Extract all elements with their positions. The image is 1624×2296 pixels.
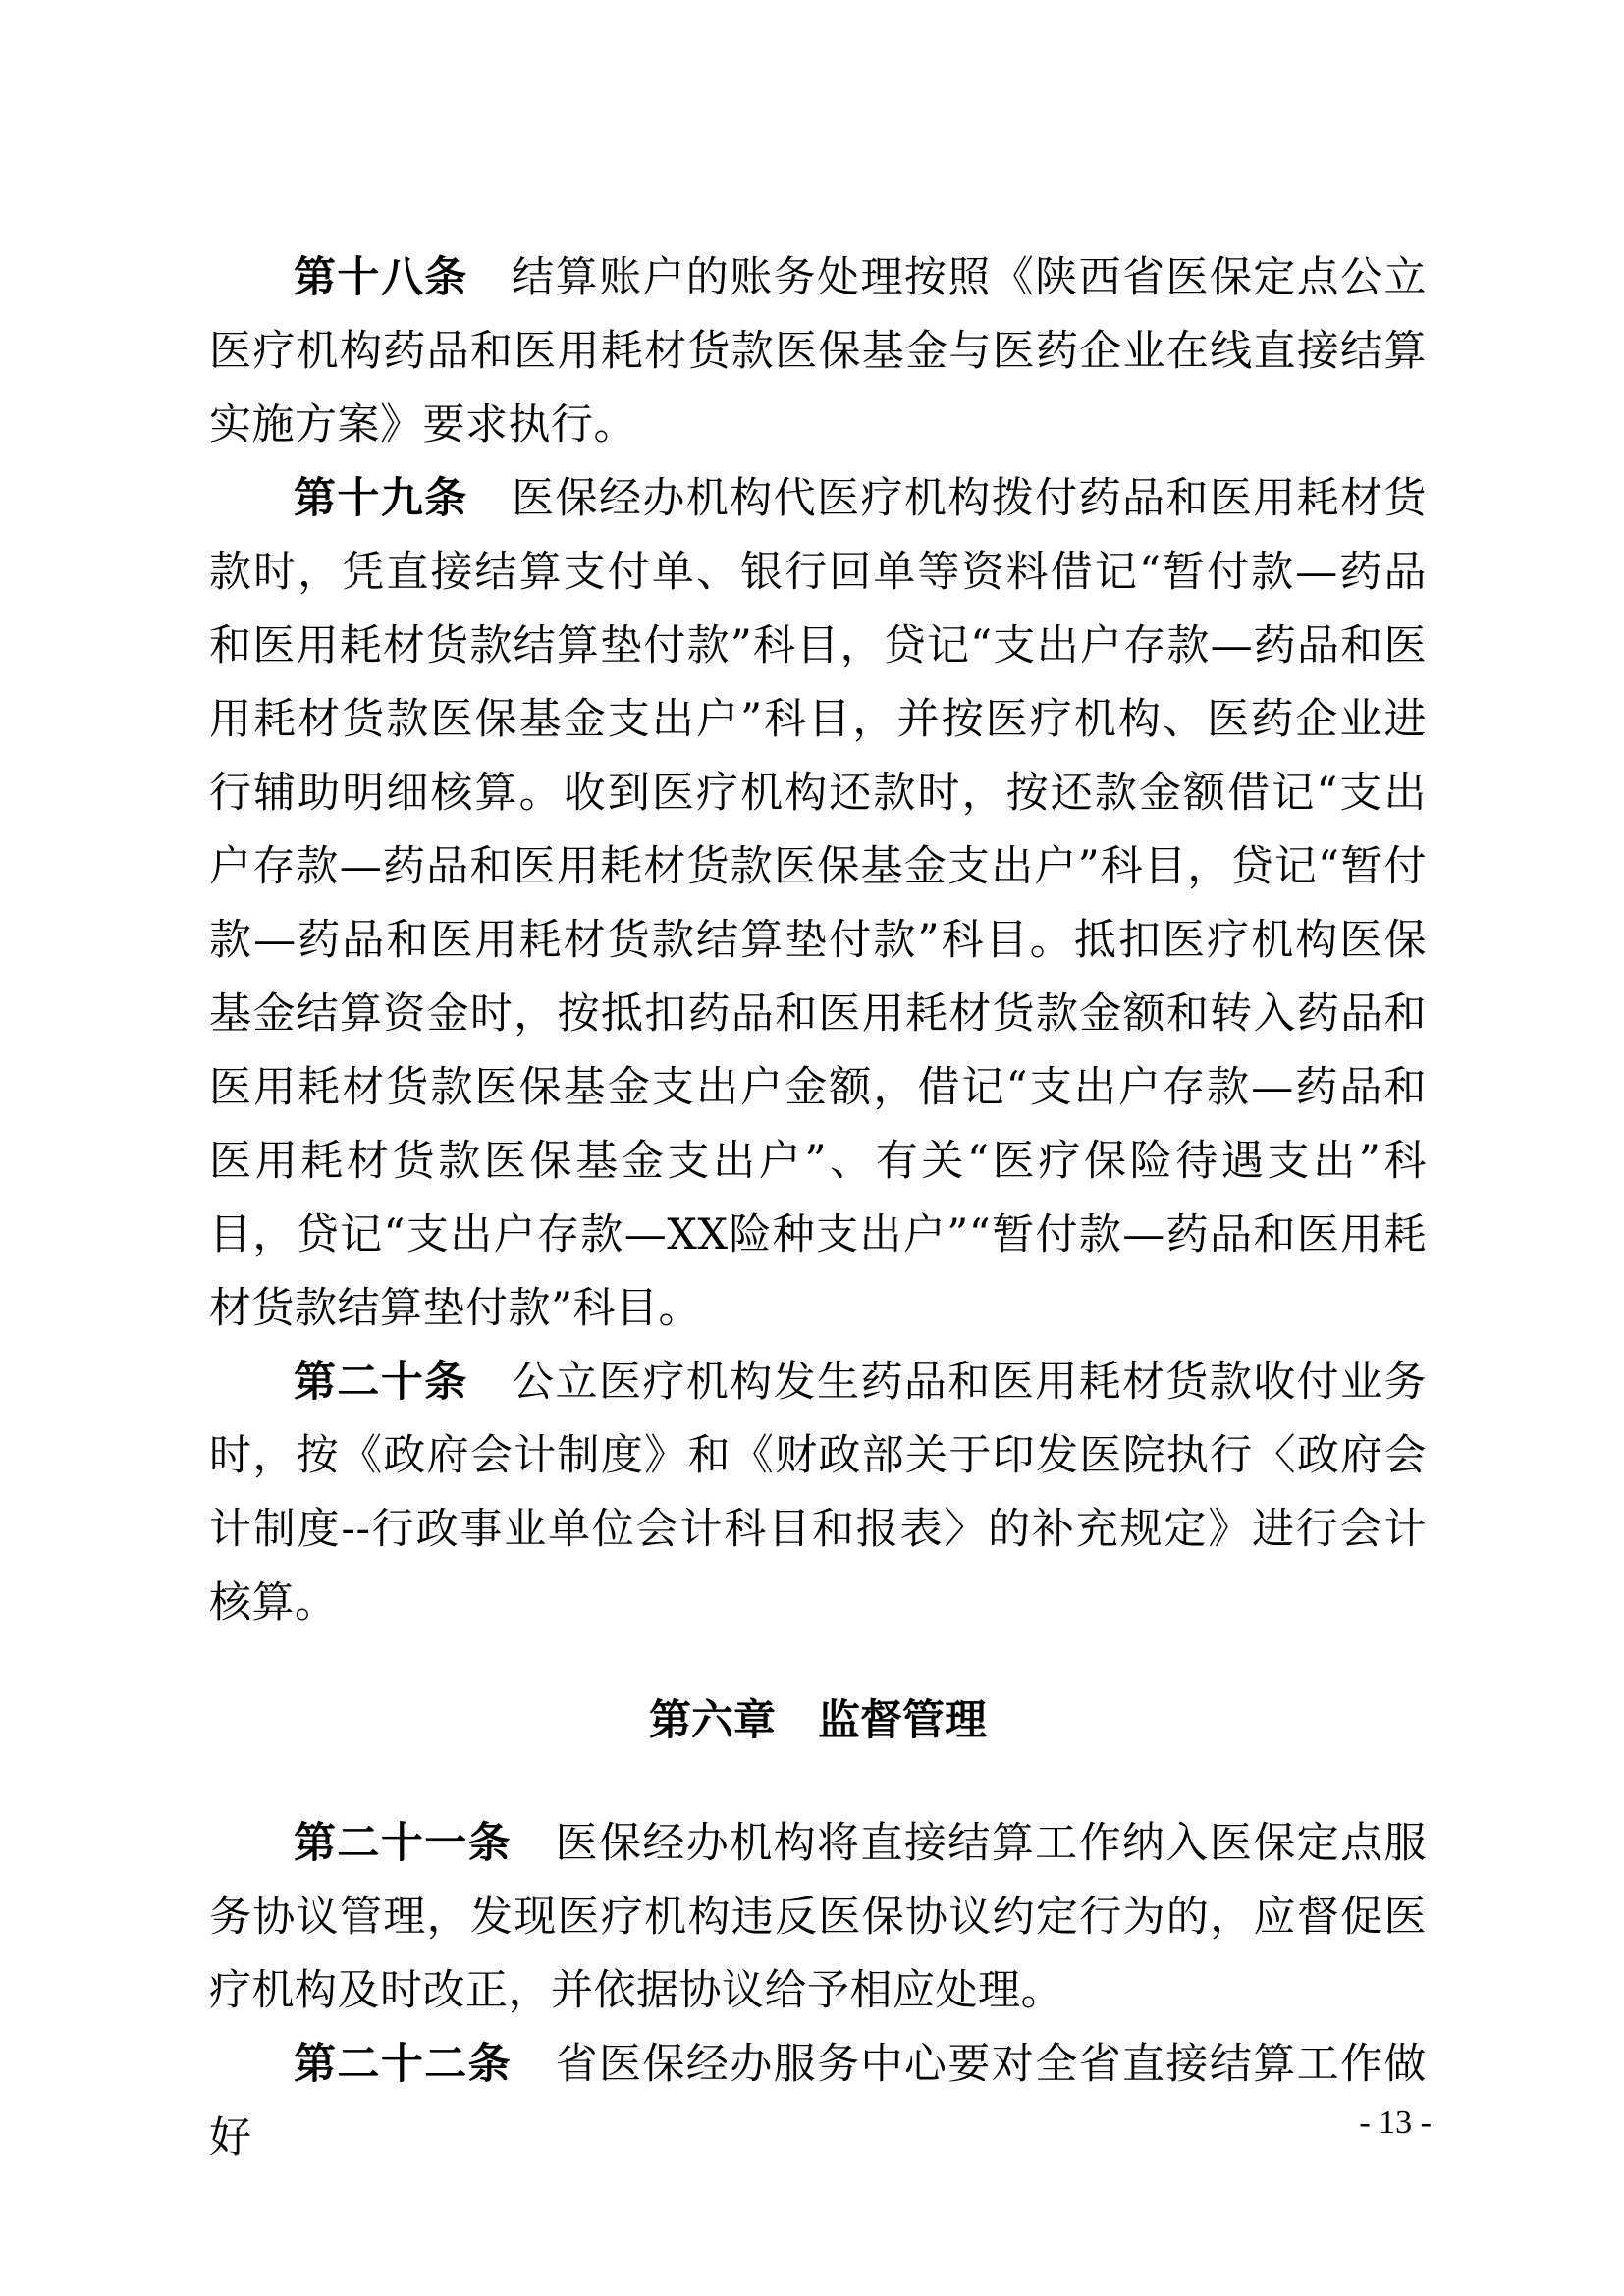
article-21-text: 医保经办机构将直接结算工作纳入医保定点服务协议管理，发现医疗机构违反医保协议约定行为的，应督促医疗机构及时改正，并依据协议给予相应处理。 (209, 1819, 1428, 2015)
article-19-text: 医保经办机构代医疗机构拨付药品和医用耗材货款时，凭直接结算支付单、银行回单等资料借记“暂付款—药品和医用耗材货款结算垫付款”科目，贷记“支出户存款—药品和医用耗材货款医保基金支出户”科目，并按医疗机构、医药企业进行辅助明细核算。收到医疗机构还款时，按还款金额借记“支出户存款—药品和医用耗材货款医保基金支出户”科目，贷记“暂付款—药品和医用耗材货款结算垫付款”科目。抵扣医疗机构医保基金结算资金时，按抵扣药品和医用耗材货款金额和转入药品和医用耗材货款医保基金支出户金额，借记“支出户存款—药品和医用耗材货款医保基金支出户”、有关“医疗保险待遇支出”科目，贷记“支出户存款—XX险种支出户”“暂付款—药品和医用耗材货款结算垫付款”科目。 (209, 474, 1428, 1333)
article-22-text: 省医保经办服务中心要对全省直接结算工作做好 (209, 2040, 1428, 2163)
article-18-number: 第十八条 (294, 253, 468, 302)
article-22-number: 第二十二条 (294, 2040, 513, 2089)
article-19-paragraph (209, 462, 1427, 1346)
article-22-paragraph (209, 2028, 1427, 2175)
article-21-number: 第二十一条 (294, 1819, 513, 1868)
chapter-title: 第六章 监督管理 (649, 1696, 987, 1745)
article-18-paragraph (209, 241, 1427, 462)
page-number: - 13 - (1359, 2105, 1432, 2141)
document-body (209, 241, 1427, 2175)
article-19-number: 第十九条 (294, 474, 468, 523)
article-21-paragraph (209, 1807, 1427, 2028)
article-20-number: 第二十条 (294, 1358, 468, 1407)
article-20-text: 公立医疗机构发生药品和医用耗材货款收付业务时，按《政府会计制度》和《财政部关于印发医院执行〈政府会计制度--行政事业单位会计科目和报表〉的补充规定》进行会计核算。 (209, 1358, 1428, 1628)
article-20-paragraph (209, 1346, 1427, 1640)
article-18-text: 结算账户的账务处理按照《陕西省医保定点公立医疗机构药品和医用耗材货款医保基金与医药企业在线直接结算实施方案》要求执行。 (209, 253, 1428, 450)
